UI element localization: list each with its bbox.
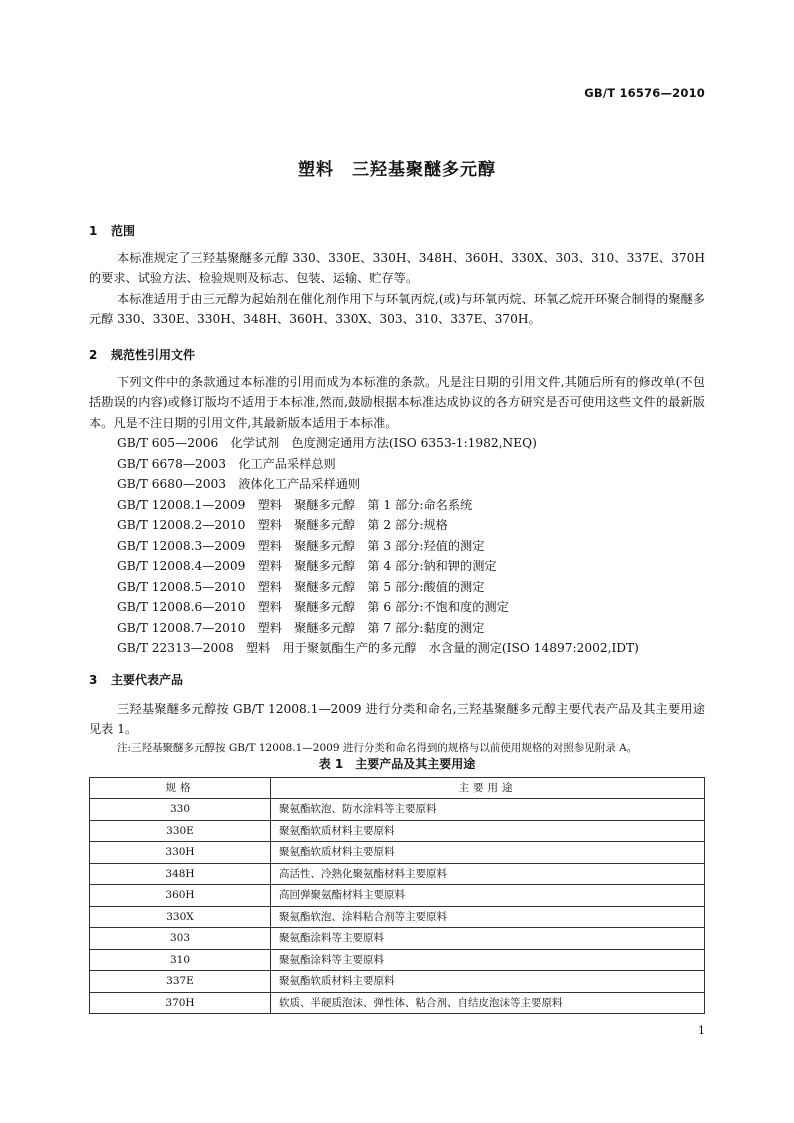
table-row (90, 971, 705, 993)
section-heading (89, 345, 705, 366)
note: 注:三羟基聚醚多元醇按 GB/T 12008.1—2009 进行分类和命名得到的规格与以前使用规格的对照参见附录 A。 (117, 741, 638, 754)
section-scope (89, 221, 705, 330)
cell-spec: 330X (90, 906, 271, 928)
header-spec: 规格 (90, 777, 271, 799)
cell-use: 聚氨酯软质材料主要原料 (271, 842, 705, 864)
reference-item: GB/T 12008.5—2010 塑料 聚醚多元醇 第 5 部分:酸值的测定 (117, 579, 485, 594)
section-number: 2 (89, 348, 98, 362)
page-number: 1 (698, 1024, 705, 1037)
cell-use: 聚氨酯软质材料主要原料 (271, 971, 705, 993)
cell-spec: 337E (90, 971, 271, 993)
table-header-row (90, 777, 705, 799)
cell-use: 聚氨酯软泡、防水涂料等主要原料 (271, 799, 705, 821)
reference-item: GB/T 12008.6—2010 塑料 聚醚多元醇 第 6 部分:不饱和度的测定 (117, 600, 509, 614)
table-row (90, 820, 705, 842)
cell-spec: 310 (90, 949, 271, 971)
section-heading (89, 670, 705, 691)
standard-code: GB/T 16576—2010 (584, 86, 705, 100)
paragraph: 三羟基聚醚多元醇按 GB/T 12008.1—2009 进行分类和命名,三羟基聚醚多元醇主要代表产品及其主要用途见表 1。 (89, 701, 705, 736)
reference-item: GB/T 22313—2008 塑料 用于聚氨酯生产的多元醇 水含量的测定(ISO 14897:2002,IDT) (117, 641, 639, 655)
cell-spec: 330 (90, 799, 271, 821)
table-row (90, 863, 705, 885)
cell-use: 聚氨酯软泡、涂料粘合剂等主要原料 (271, 906, 705, 928)
cell-spec: 303 (90, 928, 271, 950)
cell-spec: 348H (90, 863, 271, 885)
cell-use: 软质、半硬质泡沫、弹性体、粘合剂、自结皮泡沫等主要原料 (271, 992, 705, 1014)
section-title: 规范性引用文件 (111, 348, 196, 362)
table-row (90, 928, 705, 950)
table-row (90, 992, 705, 1014)
table-caption: 表 1 主要产品及其主要用途 (318, 756, 476, 771)
table-row (90, 885, 705, 907)
document-title: 塑料 三羟基聚醚多元醇 (298, 160, 496, 180)
cell-use: 聚氨酯软质材料主要原料 (271, 820, 705, 842)
reference-item: GB/T 12008.2—2010 塑料 聚醚多元醇 第 2 部分:规格 (117, 518, 448, 532)
products-table (89, 777, 705, 1015)
section-main-products (89, 670, 705, 1014)
section-heading (89, 221, 705, 242)
reference-item: GB/T 6680—2003 液体化工产品采样通则 (117, 477, 361, 491)
table-row (90, 842, 705, 864)
section-normative-references (89, 345, 705, 659)
cell-spec: 330E (90, 820, 271, 842)
section-title: 主要代表产品 (111, 673, 184, 687)
reference-list (89, 433, 705, 659)
section-number: 1 (89, 224, 98, 238)
cell-use: 高回弹聚氨酯材料主要原料 (271, 885, 705, 907)
cell-spec: 330H (90, 842, 271, 864)
cell-use: 高活性、冷熟化聚氨酯材料主要原料 (271, 863, 705, 885)
section-title: 范围 (111, 224, 136, 238)
reference-item: GB/T 12008.1—2009 塑料 聚醚多元醇 第 1 部分:命名系统 (117, 497, 473, 512)
reference-item: GB/T 12008.4—2009 塑料 聚醚多元醇 第 4 部分:钠和钾的测定 (117, 559, 497, 573)
reference-item: GB/T 12008.7—2010 塑料 聚醚多元醇 第 7 部分:黏度的测定 (117, 620, 485, 635)
table-row (90, 906, 705, 928)
paragraph: 本标准适用于由三元醇为起始剂在催化剂作用下与环氧丙烷,(或)与环氧丙烷、环氧乙烷开环聚合制得的聚醚多元醇 330、330E、330H、348H、360H、330X、303、310、337E、370H。 (89, 291, 705, 326)
paragraph: 本标准规定了三羟基聚醚多元醇 330、330E、330H、348H、360H、330X、303、310、337E、370H 的要求、试验方法、检验规则及标志、包装、运输、贮存等。 (89, 250, 705, 285)
table-row (90, 949, 705, 971)
table-row (90, 799, 705, 821)
reference-item: GB/T 6678—2003 化工产品采样总则 (117, 456, 336, 471)
section-number: 3 (89, 673, 98, 687)
paragraph: 下列文件中的条款通过本标准的引用而成为本标准的条款。凡是注日期的引用文件,其随后所有的修改单(不包括勘误的内容)或修订版均不适用于本标准,然而,鼓励根据本标准达成协议的各方研究是否可使用这些文件的最新版本。凡是不注日期的引用文件,其最新版本适用于本标准。 (89, 374, 705, 430)
cell-spec: 360H (90, 885, 271, 907)
cell-use: 聚氨酯涂料等主要原料 (271, 949, 705, 971)
cell-spec: 370H (90, 992, 271, 1014)
reference-item: GB/T 12008.3—2009 塑料 聚醚多元醇 第 3 部分:羟值的测定 (117, 538, 485, 553)
cell-use: 聚氨酯涂料等主要原料 (271, 928, 705, 950)
reference-item: GB/T 605—2006 化学试剂 色度测定通用方法(ISO 6353-1:1982,NEQ) (117, 436, 537, 450)
header-use: 主要用途 (271, 777, 705, 799)
